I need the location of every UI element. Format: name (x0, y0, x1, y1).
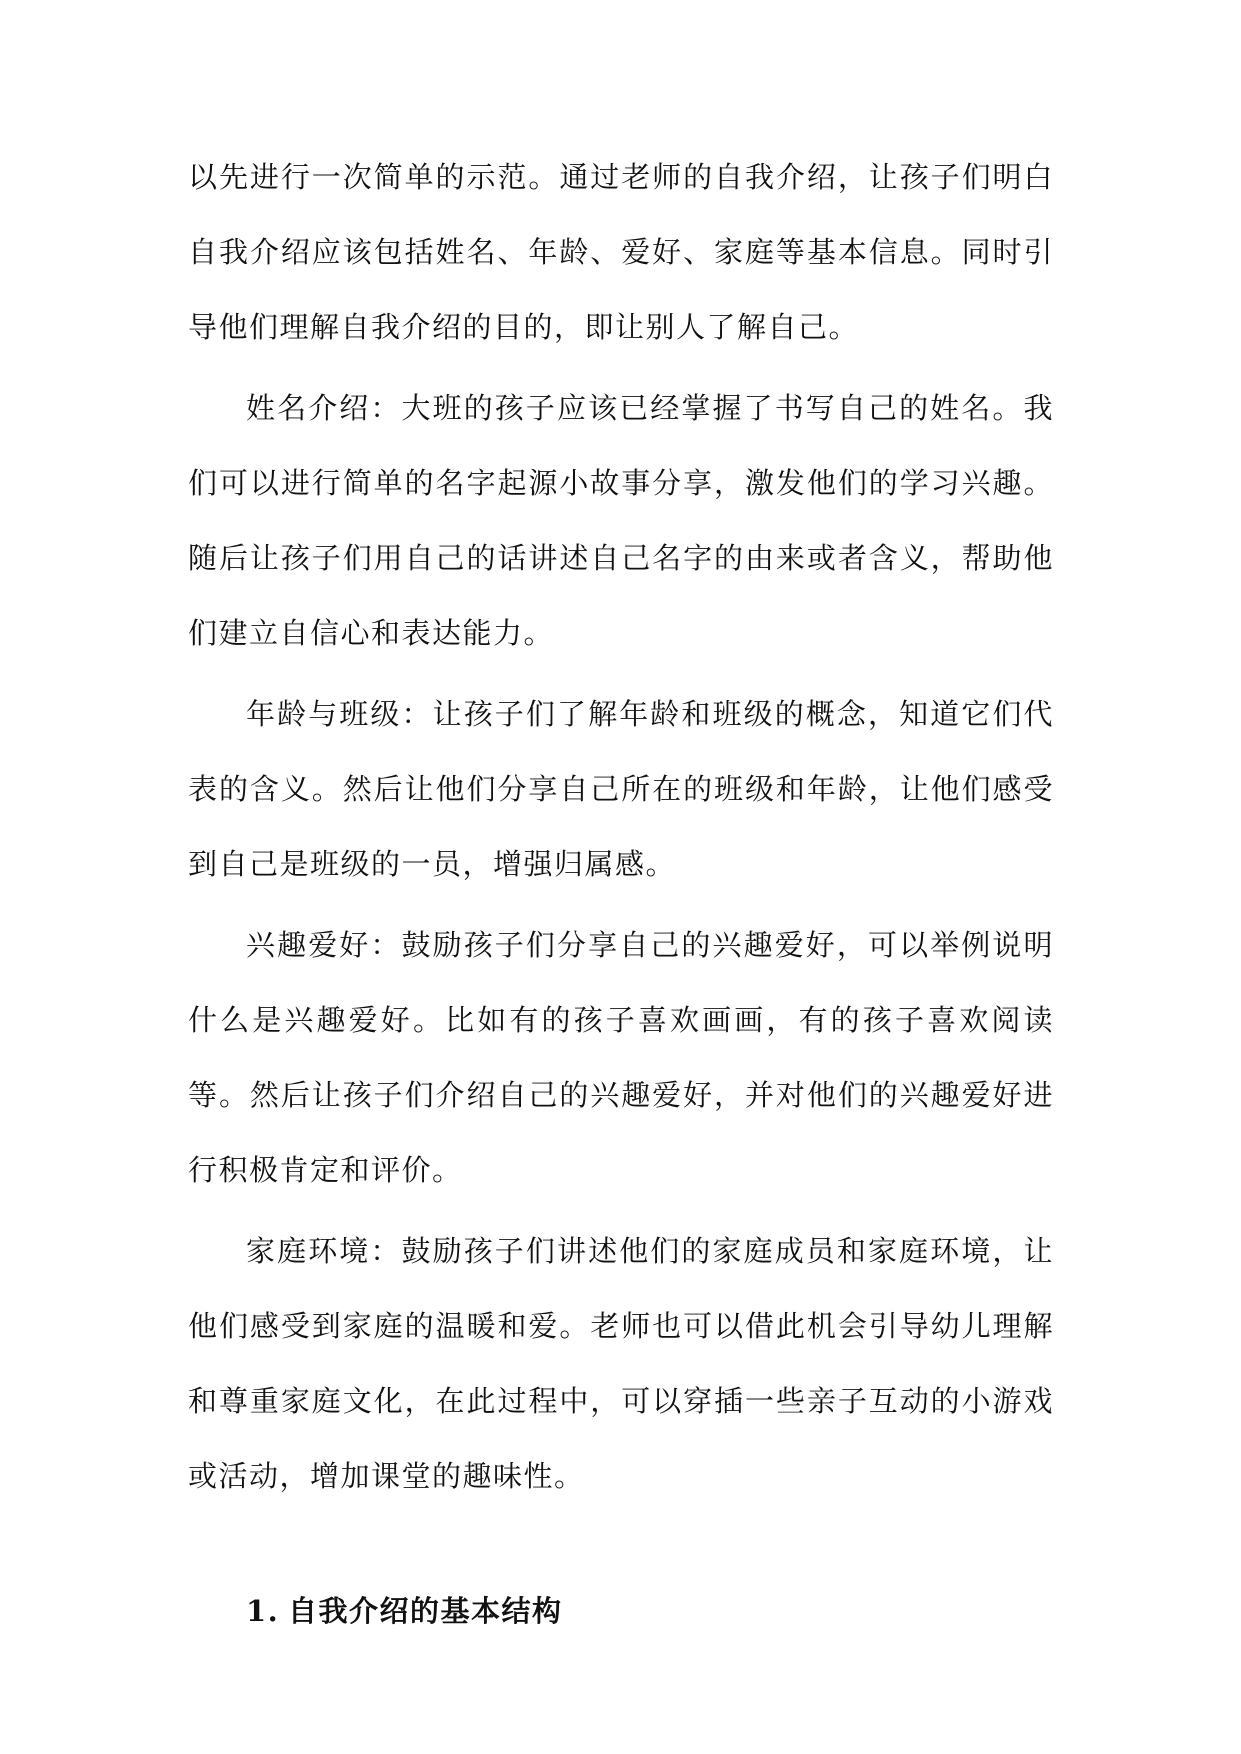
section-heading (188, 1574, 1054, 1649)
section-heading-number: 1. (246, 1594, 280, 1628)
paragraph-family-environment: 家庭环境：鼓励孩子们讲述他们的家庭成员和家庭环境，让他们感受到家庭的温暖和爱。老师也可以借此机会引导幼儿理解和尊重家庭文化，在此过程中，可以穿插一些亲子互动的小游戏或活动，增加课堂的趣味性。 (188, 1234, 1054, 1493)
paragraph-age-and-class: 年龄与班级：让孩子们了解年龄和班级的概念，知道它们代表的含义。然后让他们分享自己所在的班级和年龄，让他们感受到自己是班级的一员，增强归属感。 (188, 697, 1054, 881)
paragraph-hobbies: 兴趣爱好：鼓励孩子们分享自己的兴趣爱好，可以举例说明什么是兴趣爱好。比如有的孩子喜欢画画，有的孩子喜欢阅读等。然后让孩子们介绍自己的兴趣爱好，并对他们的兴趣爱好进行积极肯定和评价。 (188, 928, 1054, 1187)
section-heading-title: 自我介绍的基本结构 (288, 1594, 563, 1628)
document-body (188, 140, 1054, 1649)
paragraph-intro: 以先进行一次简单的示范。通过老师的自我介绍，让孩子们明白自我介绍应该包括姓名、年龄、爱好、家庭等基本信息。同时引导他们理解自我介绍的目的，即让别人了解自己。 (188, 160, 1054, 344)
paragraph-name-introduction: 姓名介绍：大班的孩子应该已经掌握了书写自己的姓名。我们可以进行简单的名字起源小故事分享，激发他们的学习兴趣。随后让孩子们用自己的话讲述自己名字的由来或者含义，帮助他们建立自信心和表达能力。 (188, 391, 1054, 650)
